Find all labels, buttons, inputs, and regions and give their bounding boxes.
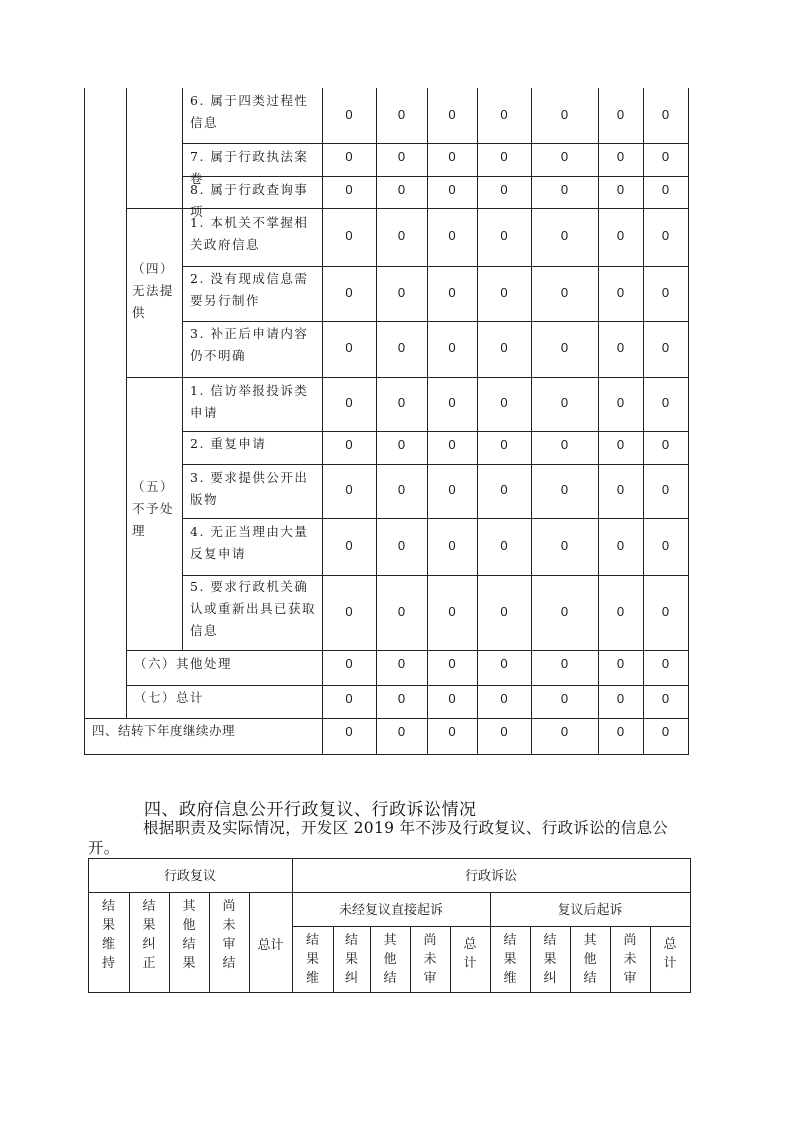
value-cell: 0 [448, 537, 456, 553]
table-gridline [650, 926, 651, 992]
table-gridline [126, 650, 689, 651]
table-gridline [182, 143, 689, 144]
row-label: 8. 属于行政查询事项 [190, 182, 309, 219]
value-cell: 0 [616, 106, 625, 122]
fuyihou-col-header: 结果纠 [543, 933, 557, 986]
value-cell: 0 [616, 437, 625, 452]
value-cell: 0 [661, 149, 670, 164]
fuyi-col-header: 尚未审结 [222, 899, 236, 971]
value-cell: 0 [345, 149, 353, 164]
fuyihou-col-header: 尚未审 [623, 933, 637, 986]
value-cell: 0 [448, 395, 456, 410]
table-border [690, 858, 691, 992]
value-cell: 0 [397, 149, 406, 164]
fuyi-col-total: 总计 [257, 938, 284, 953]
value-cell: 0 [560, 182, 569, 197]
value-cell: 0 [345, 603, 353, 619]
value-cell: 0 [397, 537, 406, 553]
row-label: 5. 要求行政机关确认或重新出具已获取信息 [190, 579, 317, 638]
value-cell: 0 [616, 724, 625, 739]
value-cell: 0 [560, 106, 569, 122]
table-gridline [182, 321, 689, 322]
value-cell: 0 [448, 106, 456, 122]
value-cell: 0 [560, 537, 569, 553]
value-cell: 0 [500, 149, 508, 164]
value-cell: 0 [397, 437, 406, 452]
table-gridline [126, 377, 689, 378]
value-cell: 0 [616, 149, 625, 164]
table-gridline [169, 892, 170, 992]
header-xingzheng-susong: 行政诉讼 [464, 869, 517, 884]
value-cell: 0 [500, 182, 508, 197]
value-cell: 0 [661, 284, 670, 300]
value-cell: 0 [345, 182, 353, 197]
table-border [88, 992, 691, 993]
value-cell: 0 [560, 437, 569, 452]
value-cell: 0 [661, 691, 670, 706]
value-cell: 0 [448, 437, 456, 452]
value-cell: 0 [345, 284, 353, 300]
section-heading: 四、政府信息公开行政复议、行政诉讼情况 [144, 800, 477, 820]
table-gridline [450, 926, 451, 992]
value-cell: 0 [616, 340, 625, 355]
table-gridline [610, 926, 611, 992]
value-cell: 0 [448, 656, 456, 671]
table-border [88, 858, 691, 859]
value-cell: 0 [397, 482, 406, 497]
row-label: 1. 本机关不掌握相关政府信息 [190, 215, 309, 252]
table-gridline [370, 926, 371, 992]
row-label: 2. 没有现成信息需要另行制作 [190, 271, 309, 308]
value-cell: 0 [500, 724, 508, 739]
fuyi-col-header: 结果纠正 [142, 899, 156, 971]
weijing-col-header: 结果纠 [344, 933, 358, 986]
value-cell: 0 [616, 228, 625, 243]
table-border [84, 754, 689, 755]
value-cell: 0 [345, 656, 353, 671]
value-cell: 0 [345, 691, 353, 706]
row-label: 6. 属于四类过程性信息 [190, 93, 309, 130]
header-fuyihou-qisu: 复议后起诉 [557, 903, 623, 918]
value-cell: 0 [397, 284, 406, 300]
value-cell: 0 [448, 284, 456, 300]
table-gridline [88, 892, 691, 893]
value-cell: 0 [560, 724, 569, 739]
header-xingzheng-fuyi: 行政复议 [163, 869, 216, 884]
value-cell: 0 [560, 340, 569, 355]
table-gridline [570, 926, 571, 992]
value-cell: 0 [661, 395, 670, 410]
value-cell: 0 [397, 228, 406, 243]
value-cell: 0 [345, 537, 353, 553]
weijing-col-header: 其他结 [383, 933, 397, 986]
value-cell: 0 [661, 603, 670, 619]
table-gridline [126, 685, 689, 686]
table-gridline [182, 88, 183, 650]
value-cell: 0 [661, 182, 670, 197]
value-cell: 0 [560, 395, 569, 410]
table-gridline [84, 718, 689, 719]
value-cell: 0 [560, 149, 569, 164]
row-label: （七）总计 [134, 690, 205, 705]
value-cell: 0 [560, 284, 569, 300]
group-label-buyu-chuli: （五）不予处理 [132, 479, 175, 538]
value-cell: 0 [448, 603, 456, 619]
table-gridline [292, 926, 691, 927]
value-cell: 0 [616, 691, 625, 706]
value-cell: 0 [500, 395, 508, 410]
value-cell: 0 [560, 691, 569, 706]
row-label: （六）其他处理 [134, 656, 233, 671]
row-label: 7. 属于行政执法案卷 [190, 149, 309, 186]
row-label: 2. 重复申请 [190, 436, 267, 451]
value-cell: 0 [500, 691, 508, 706]
value-cell: 0 [345, 106, 353, 122]
value-cell: 0 [616, 656, 625, 671]
table-gridline [182, 518, 689, 519]
value-cell: 0 [397, 340, 406, 355]
table-gridline [182, 266, 689, 267]
fuyihou-col-header: 其他结 [583, 933, 597, 986]
table-gridline [126, 88, 127, 718]
value-cell: 0 [397, 106, 406, 122]
value-cell: 0 [661, 482, 670, 497]
table-gridline [182, 464, 689, 465]
value-cell: 0 [397, 724, 406, 739]
value-cell: 0 [500, 228, 508, 243]
table-border [84, 88, 85, 755]
value-cell: 0 [500, 106, 508, 122]
value-cell: 0 [448, 182, 456, 197]
value-cell: 0 [345, 395, 353, 410]
weijing-col-header: 尚未审 [423, 933, 437, 986]
value-cell: 0 [616, 482, 625, 497]
value-cell: 0 [616, 284, 625, 300]
value-cell: 0 [448, 340, 456, 355]
value-cell: 0 [500, 284, 508, 300]
group-label-wufa-tigong: （四）无法提供 [132, 261, 175, 320]
value-cell: 0 [397, 603, 406, 619]
value-cell: 0 [397, 182, 406, 197]
fuyi-col-header: 其他结果 [182, 899, 196, 971]
row-label: 3. 要求提供公开出版物 [190, 470, 309, 507]
value-cell: 0 [661, 340, 670, 355]
row-label: 1. 信访举报投诉类申请 [190, 383, 309, 420]
value-cell: 0 [616, 182, 625, 197]
value-cell: 0 [661, 228, 670, 243]
fuyi-col-header: 结果维持 [101, 899, 115, 971]
value-cell: 0 [560, 228, 569, 243]
value-cell: 0 [345, 437, 353, 452]
value-cell: 0 [616, 537, 625, 553]
table-gridline [530, 926, 531, 992]
value-cell: 0 [345, 228, 353, 243]
value-cell: 0 [500, 656, 508, 671]
value-cell: 0 [397, 691, 406, 706]
value-cell: 0 [448, 691, 456, 706]
value-cell: 0 [345, 724, 353, 739]
value-cell: 0 [560, 482, 569, 497]
value-cell: 0 [661, 656, 670, 671]
weijing-col-header: 总计 [463, 937, 477, 971]
value-cell: 0 [500, 537, 508, 553]
weijing-col-header: 结果维 [305, 933, 319, 986]
table-gridline [182, 431, 689, 432]
table-gridline [410, 926, 411, 992]
section-paragraph: 根据职责及实际情况，开发区 2019 年不涉及行政复议、行政诉讼的信息公开。 [88, 819, 669, 857]
table-gridline [333, 926, 334, 992]
value-cell: 0 [448, 149, 456, 164]
value-cell: 0 [397, 656, 406, 671]
value-cell: 0 [500, 340, 508, 355]
value-cell: 0 [661, 724, 670, 739]
value-cell: 0 [560, 656, 569, 671]
value-cell: 0 [500, 603, 508, 619]
table-gridline [129, 892, 130, 992]
value-cell: 0 [345, 482, 353, 497]
fuyihou-col-header: 结果维 [503, 933, 517, 986]
fuyihou-col-header: 总计 [663, 937, 677, 971]
value-cell: 0 [448, 228, 456, 243]
header-weijing-fuyi: 未经复议直接起诉 [338, 903, 443, 918]
row-label: 3. 补正后申请内容仍不明确 [190, 326, 309, 363]
value-cell: 0 [500, 482, 508, 497]
value-cell: 0 [448, 482, 456, 497]
value-cell: 0 [560, 603, 569, 619]
row-label: 4. 无正当理由大量反复申请 [190, 524, 309, 561]
value-cell: 0 [500, 437, 508, 452]
table-gridline [209, 892, 210, 992]
value-cell: 0 [616, 395, 625, 410]
value-cell: 0 [616, 603, 625, 619]
table-border [688, 88, 689, 755]
row-label: 四、结转下年度继续办理 [92, 723, 236, 738]
value-cell: 0 [345, 340, 353, 355]
value-cell: 0 [448, 724, 456, 739]
value-cell: 0 [661, 106, 670, 122]
value-cell: 0 [661, 437, 670, 452]
value-cell: 0 [397, 395, 406, 410]
value-cell: 0 [661, 537, 670, 553]
